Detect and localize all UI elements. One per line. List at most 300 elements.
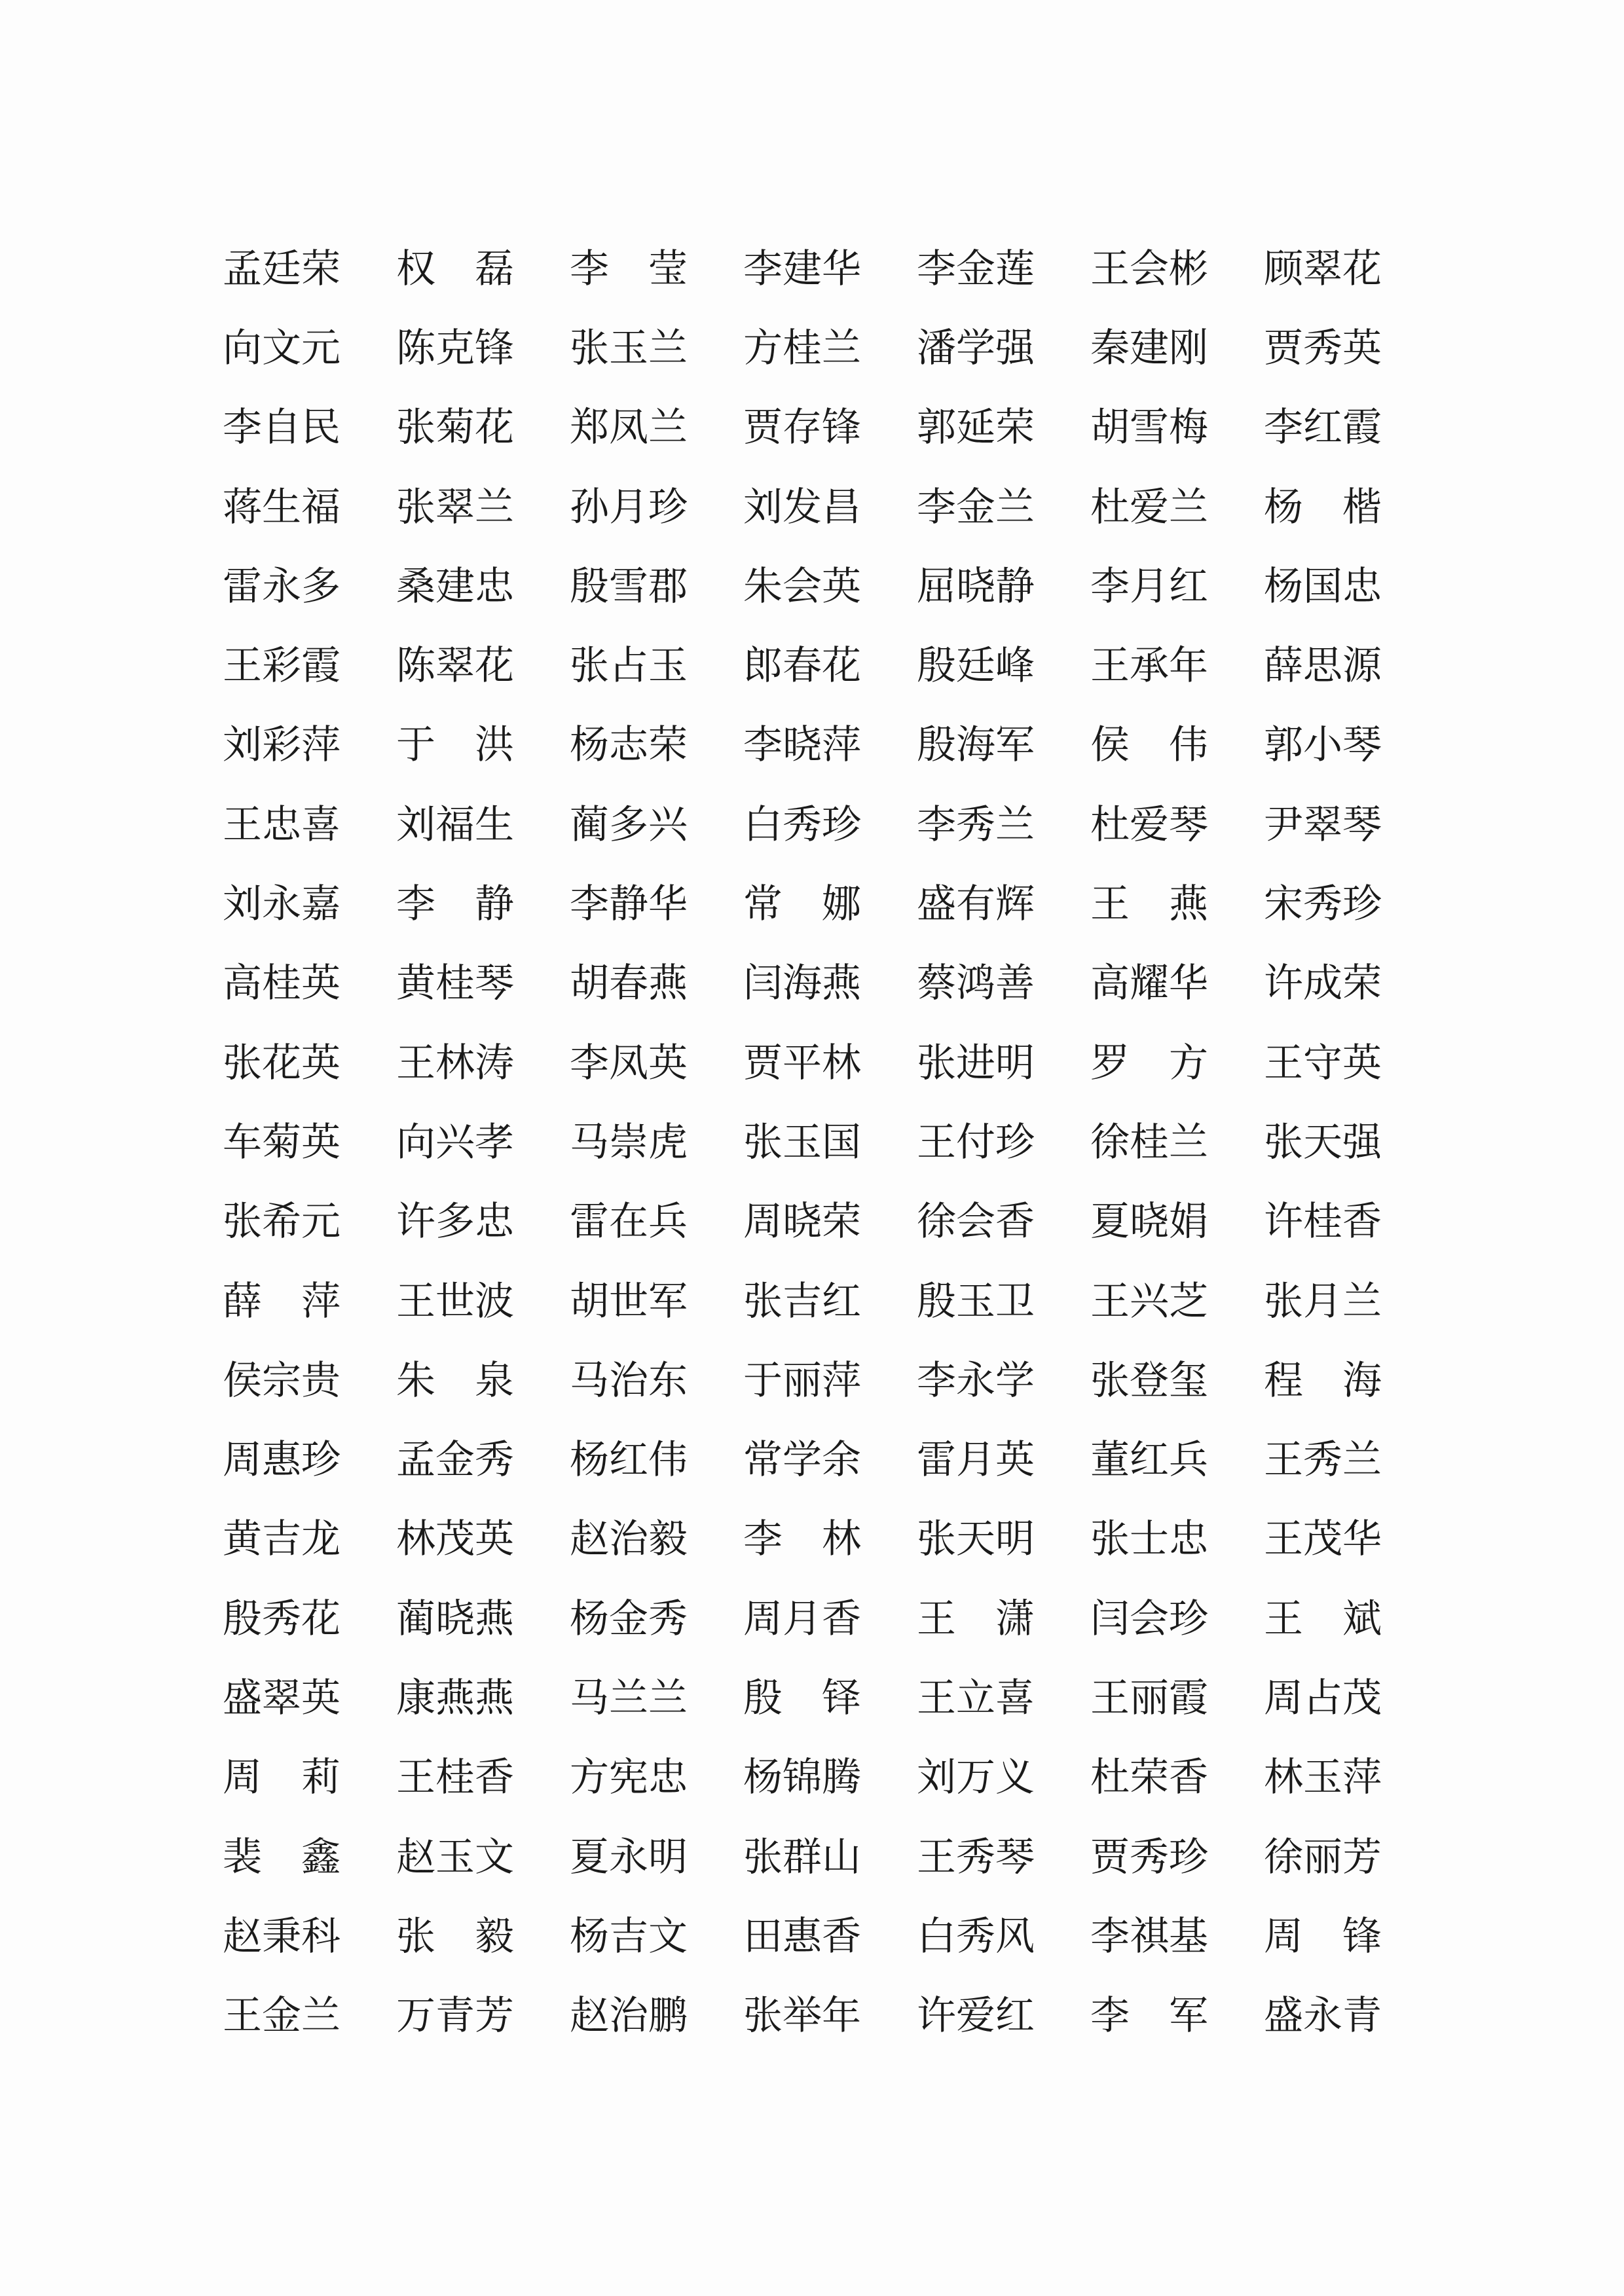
name-cell xyxy=(917,702,1090,782)
name-cell xyxy=(223,861,396,940)
person-name: 王兴芝 xyxy=(1090,1278,1208,1324)
name-cell xyxy=(396,543,570,623)
name-cell xyxy=(1264,1020,1437,1099)
name-cell xyxy=(1090,1497,1264,1576)
name-cell xyxy=(1264,941,1437,1020)
name-cell xyxy=(917,1020,1090,1099)
person-name: 马兰兰 xyxy=(570,1675,688,1721)
person-name: 赵秉科 xyxy=(223,1913,341,1959)
name-cell xyxy=(223,1417,396,1496)
person-name: 潘学强 xyxy=(917,325,1035,371)
person-name: 屈晓静 xyxy=(917,563,1035,610)
person-name: 张群山 xyxy=(743,1834,861,1880)
person-name: 王 潇 xyxy=(917,1595,1035,1642)
name-cell xyxy=(1090,861,1264,940)
name-cell xyxy=(743,226,917,305)
person-name: 赵治毅 xyxy=(570,1516,688,1563)
name-cell xyxy=(223,464,396,543)
person-name: 闫会珍 xyxy=(1090,1595,1208,1642)
person-name: 朱 泉 xyxy=(396,1357,514,1404)
name-cell xyxy=(917,1973,1090,2052)
person-name: 杨 楷 xyxy=(1264,484,1382,530)
person-name: 李月红 xyxy=(1090,563,1208,610)
person-name: 林玉萍 xyxy=(1264,1755,1382,1801)
name-row xyxy=(223,1258,1437,1338)
name-cell xyxy=(570,305,743,384)
person-name: 闫海燕 xyxy=(743,960,861,1007)
person-name: 张玉兰 xyxy=(570,325,688,371)
person-name: 胡世军 xyxy=(570,1278,688,1324)
name-cell xyxy=(1264,623,1437,702)
name-cell xyxy=(570,1099,743,1178)
person-name: 郭小琴 xyxy=(1264,722,1382,769)
person-name: 张花英 xyxy=(223,1040,341,1086)
person-name: 王金兰 xyxy=(223,1993,341,2039)
name-cell xyxy=(1090,1735,1264,1814)
name-cell xyxy=(1264,1814,1437,1893)
name-row xyxy=(223,226,1437,305)
name-cell xyxy=(396,1973,570,2052)
person-name: 李金莲 xyxy=(917,246,1035,292)
name-cell xyxy=(917,1893,1090,1973)
name-cell xyxy=(743,782,917,861)
person-name: 方桂兰 xyxy=(743,325,861,371)
name-cell xyxy=(743,861,917,940)
name-cell xyxy=(570,1576,743,1655)
name-cell xyxy=(223,305,396,384)
name-cell xyxy=(1264,861,1437,940)
person-name: 贾秀珍 xyxy=(1090,1834,1208,1880)
name-cell xyxy=(743,1099,917,1178)
person-name: 郑凤兰 xyxy=(570,405,688,451)
name-row xyxy=(223,1973,1437,2052)
name-cell xyxy=(917,1497,1090,1576)
name-cell xyxy=(917,1655,1090,1734)
name-cell xyxy=(743,1020,917,1099)
name-cell xyxy=(743,623,917,702)
name-cell xyxy=(223,702,396,782)
person-name: 杨吉文 xyxy=(570,1913,688,1959)
person-name: 雷在兵 xyxy=(570,1199,688,1245)
name-cell xyxy=(570,226,743,305)
person-name: 许桂香 xyxy=(1264,1199,1382,1245)
person-name: 盛翠英 xyxy=(223,1675,341,1721)
person-name: 殷海军 xyxy=(917,722,1035,769)
name-cell xyxy=(743,702,917,782)
name-cell xyxy=(223,1179,396,1258)
name-cell xyxy=(396,464,570,543)
name-cell xyxy=(743,941,917,1020)
name-cell xyxy=(743,1735,917,1814)
person-name: 徐桂兰 xyxy=(1090,1119,1208,1165)
name-cell xyxy=(1264,1497,1437,1576)
name-cell xyxy=(1090,1258,1264,1338)
person-name: 李红霞 xyxy=(1264,405,1382,451)
person-name: 张月兰 xyxy=(1264,1278,1382,1324)
person-name: 于 洪 xyxy=(396,722,514,769)
name-cell xyxy=(743,464,917,543)
name-cell xyxy=(917,226,1090,305)
person-name: 王丽霞 xyxy=(1090,1675,1208,1721)
name-cell xyxy=(223,1099,396,1178)
name-cell xyxy=(396,623,570,702)
name-cell xyxy=(570,1973,743,2052)
name-row xyxy=(223,1497,1437,1576)
name-cell xyxy=(1264,1099,1437,1178)
name-row xyxy=(223,1338,1437,1417)
name-cell xyxy=(1264,1576,1437,1655)
person-name: 侯宗贵 xyxy=(223,1357,341,1404)
name-cell xyxy=(1090,1655,1264,1734)
person-name: 罗 方 xyxy=(1090,1040,1208,1086)
name-cell xyxy=(1264,1973,1437,2052)
person-name: 郎春花 xyxy=(743,643,861,689)
person-name: 张占玉 xyxy=(570,643,688,689)
person-name: 王彩霞 xyxy=(223,643,341,689)
name-row xyxy=(223,1179,1437,1258)
person-name: 许爱红 xyxy=(917,1993,1035,2039)
name-cell xyxy=(1264,782,1437,861)
person-name: 盛永青 xyxy=(1264,1993,1382,2039)
name-cell xyxy=(917,1179,1090,1258)
person-name: 王林涛 xyxy=(396,1040,514,1086)
name-cell xyxy=(743,1814,917,1893)
name-cell xyxy=(917,1099,1090,1178)
person-name: 徐会香 xyxy=(917,1199,1035,1245)
name-row xyxy=(223,782,1437,861)
name-cell xyxy=(1090,226,1264,305)
name-cell xyxy=(570,1814,743,1893)
person-name: 张 毅 xyxy=(396,1913,514,1959)
person-name: 夏晓娟 xyxy=(1090,1199,1208,1245)
name-cell xyxy=(743,1893,917,1973)
name-cell xyxy=(1264,1655,1437,1734)
person-name: 杜爱兰 xyxy=(1090,484,1208,530)
name-cell xyxy=(570,1338,743,1417)
name-cell xyxy=(570,782,743,861)
person-name: 高桂英 xyxy=(223,960,341,1007)
person-name: 张士忠 xyxy=(1090,1516,1208,1563)
name-cell xyxy=(570,1735,743,1814)
name-row xyxy=(223,1655,1437,1734)
person-name: 王秀琴 xyxy=(917,1834,1035,1880)
name-cell xyxy=(570,1179,743,1258)
name-cell xyxy=(570,1893,743,1973)
name-cell xyxy=(570,464,743,543)
name-cell xyxy=(743,1417,917,1496)
person-name: 夏永明 xyxy=(570,1834,688,1880)
person-name: 张翠兰 xyxy=(396,484,514,530)
person-name: 张天强 xyxy=(1264,1119,1382,1165)
person-name: 顾翠花 xyxy=(1264,246,1382,292)
name-cell xyxy=(396,1179,570,1258)
person-name: 张登玺 xyxy=(1090,1357,1208,1404)
name-cell xyxy=(223,1814,396,1893)
person-name: 周月香 xyxy=(743,1595,861,1642)
name-row xyxy=(223,861,1437,940)
person-name: 刘万义 xyxy=(917,1755,1035,1801)
name-cell xyxy=(396,385,570,464)
person-name: 殷秀花 xyxy=(223,1595,341,1642)
name-cell xyxy=(743,1258,917,1338)
name-cell xyxy=(917,305,1090,384)
person-name: 赵治鹏 xyxy=(570,1993,688,2039)
name-row xyxy=(223,1417,1437,1496)
person-name: 张举年 xyxy=(743,1993,861,2039)
name-cell xyxy=(396,1735,570,1814)
name-cell xyxy=(396,226,570,305)
name-cell xyxy=(570,1258,743,1338)
name-cell xyxy=(743,385,917,464)
name-row xyxy=(223,1814,1437,1893)
name-cell xyxy=(570,623,743,702)
name-cell xyxy=(396,1099,570,1178)
name-cell xyxy=(223,1735,396,1814)
person-name: 张吉红 xyxy=(743,1278,861,1324)
person-name: 刘永嘉 xyxy=(223,881,341,928)
person-name: 胡雪梅 xyxy=(1090,405,1208,451)
name-cell xyxy=(396,1417,570,1496)
person-name: 薛思源 xyxy=(1264,643,1382,689)
person-name: 常学余 xyxy=(743,1437,861,1484)
person-name: 胡春燕 xyxy=(570,960,688,1007)
name-row xyxy=(223,543,1437,623)
name-cell xyxy=(223,1973,396,2052)
name-cell xyxy=(223,226,396,305)
name-cell xyxy=(1264,1258,1437,1338)
name-cell xyxy=(223,1020,396,1099)
name-cell xyxy=(1090,1814,1264,1893)
name-cell xyxy=(917,464,1090,543)
name-cell xyxy=(1264,1338,1437,1417)
name-cell xyxy=(917,1338,1090,1417)
person-name: 张菊花 xyxy=(396,405,514,451)
person-name: 王承年 xyxy=(1090,643,1208,689)
name-cell xyxy=(396,861,570,940)
person-name: 李 林 xyxy=(743,1516,861,1563)
name-row xyxy=(223,464,1437,543)
person-name: 周晓荣 xyxy=(743,1199,861,1245)
name-cell xyxy=(1090,305,1264,384)
name-cell xyxy=(1264,1893,1437,1973)
person-name: 徐丽芳 xyxy=(1264,1834,1382,1880)
name-roster-body xyxy=(223,226,1437,2052)
person-name: 孟廷荣 xyxy=(223,246,341,292)
name-cell xyxy=(1264,226,1437,305)
person-name: 贾秀英 xyxy=(1264,325,1382,371)
name-cell xyxy=(1090,1417,1264,1496)
person-name: 蔺多兴 xyxy=(570,801,688,848)
name-cell xyxy=(743,1576,917,1655)
person-name: 李 静 xyxy=(396,881,514,928)
name-cell xyxy=(223,1655,396,1734)
name-roster-table xyxy=(223,226,1437,2052)
name-cell xyxy=(1264,1735,1437,1814)
name-cell xyxy=(396,1655,570,1734)
name-cell xyxy=(1090,1893,1264,1973)
person-name: 王守英 xyxy=(1264,1040,1382,1086)
person-name: 李凤英 xyxy=(570,1040,688,1086)
person-name: 殷廷峰 xyxy=(917,643,1035,689)
person-name: 白秀风 xyxy=(917,1913,1035,1959)
person-name: 杜爱琴 xyxy=(1090,801,1208,848)
name-cell xyxy=(223,623,396,702)
person-name: 王桂香 xyxy=(396,1755,514,1801)
person-name: 王世波 xyxy=(396,1278,514,1324)
person-name: 董红兵 xyxy=(1090,1437,1208,1484)
name-cell xyxy=(917,1814,1090,1893)
name-cell xyxy=(396,782,570,861)
person-name: 马治东 xyxy=(570,1357,688,1404)
name-cell xyxy=(917,1417,1090,1496)
name-cell xyxy=(1264,702,1437,782)
name-cell xyxy=(396,305,570,384)
name-row xyxy=(223,385,1437,464)
name-cell xyxy=(917,1735,1090,1814)
name-cell xyxy=(223,1258,396,1338)
person-name: 车菊英 xyxy=(223,1119,341,1165)
name-cell xyxy=(917,1576,1090,1655)
person-name: 雷月英 xyxy=(917,1437,1035,1484)
person-name: 尹翠琴 xyxy=(1264,801,1382,848)
person-name: 杨金秀 xyxy=(570,1595,688,1642)
person-name: 向兴孝 xyxy=(396,1119,514,1165)
person-name: 杜荣香 xyxy=(1090,1755,1208,1801)
person-name: 李晓萍 xyxy=(743,722,861,769)
person-name: 杨志荣 xyxy=(570,722,688,769)
person-name: 薛 萍 xyxy=(223,1278,341,1324)
name-row xyxy=(223,1020,1437,1099)
person-name: 李 军 xyxy=(1090,1993,1208,2039)
name-row xyxy=(223,1576,1437,1655)
name-cell xyxy=(570,861,743,940)
person-name: 李秀兰 xyxy=(917,801,1035,848)
name-cell xyxy=(570,385,743,464)
person-name: 周惠珍 xyxy=(223,1437,341,1484)
person-name: 王茂华 xyxy=(1264,1516,1382,1563)
name-row xyxy=(223,1893,1437,1973)
person-name: 李自民 xyxy=(223,405,341,451)
name-cell xyxy=(223,941,396,1020)
name-cell xyxy=(223,1893,396,1973)
name-cell xyxy=(570,1497,743,1576)
name-cell xyxy=(396,1814,570,1893)
name-cell xyxy=(917,385,1090,464)
name-cell xyxy=(570,1020,743,1099)
name-cell xyxy=(396,1497,570,1576)
person-name: 王会彬 xyxy=(1090,246,1208,292)
name-cell xyxy=(570,1417,743,1496)
person-name: 杨国忠 xyxy=(1264,563,1382,610)
name-cell xyxy=(570,941,743,1020)
person-name: 宋秀珍 xyxy=(1264,881,1382,928)
person-name: 许成荣 xyxy=(1264,960,1382,1007)
name-cell xyxy=(396,702,570,782)
person-name: 朱会英 xyxy=(743,563,861,610)
person-name: 刘福生 xyxy=(396,801,514,848)
person-name: 陈克锋 xyxy=(396,325,514,371)
person-name: 王秀兰 xyxy=(1264,1437,1382,1484)
person-name: 王 斌 xyxy=(1264,1595,1382,1642)
name-row xyxy=(223,702,1437,782)
person-name: 孙月珍 xyxy=(570,484,688,530)
name-cell xyxy=(223,385,396,464)
person-name: 李永学 xyxy=(917,1357,1035,1404)
name-cell xyxy=(1090,1973,1264,2052)
person-name: 张希元 xyxy=(223,1199,341,1245)
person-name: 张玉国 xyxy=(743,1119,861,1165)
name-cell xyxy=(1264,1179,1437,1258)
name-cell xyxy=(1090,1020,1264,1099)
name-cell xyxy=(917,941,1090,1020)
person-name: 田惠香 xyxy=(743,1913,861,1959)
name-cell xyxy=(1090,385,1264,464)
person-name: 贾存锋 xyxy=(743,405,861,451)
name-cell xyxy=(743,1338,917,1417)
name-cell xyxy=(743,1973,917,2052)
person-name: 桑建忠 xyxy=(396,563,514,610)
person-name: 贾平林 xyxy=(743,1040,861,1086)
name-cell xyxy=(570,702,743,782)
person-name: 高耀华 xyxy=(1090,960,1208,1007)
name-cell xyxy=(1090,623,1264,702)
person-name: 康燕燕 xyxy=(396,1675,514,1721)
person-name: 李静华 xyxy=(570,881,688,928)
name-cell xyxy=(223,782,396,861)
person-name: 李建华 xyxy=(743,246,861,292)
person-name: 殷雪郡 xyxy=(570,563,688,610)
name-cell xyxy=(743,1497,917,1576)
person-name: 方宪忠 xyxy=(570,1755,688,1801)
person-name: 王忠喜 xyxy=(223,801,341,848)
name-cell xyxy=(917,623,1090,702)
name-row xyxy=(223,941,1437,1020)
name-cell xyxy=(743,305,917,384)
name-cell xyxy=(917,861,1090,940)
person-name: 林茂英 xyxy=(396,1516,514,1563)
person-name: 白秀珍 xyxy=(743,801,861,848)
person-name: 杨红伟 xyxy=(570,1437,688,1484)
person-name: 杨锦腾 xyxy=(743,1755,861,1801)
person-name: 侯 伟 xyxy=(1090,722,1208,769)
name-cell xyxy=(1090,1576,1264,1655)
person-name: 郭延荣 xyxy=(917,405,1035,451)
name-cell xyxy=(743,1179,917,1258)
person-name: 孟金秀 xyxy=(396,1437,514,1484)
person-name: 殷 铎 xyxy=(743,1675,861,1721)
name-cell xyxy=(396,1338,570,1417)
person-name: 雷永多 xyxy=(223,563,341,610)
person-name: 王 燕 xyxy=(1090,881,1208,928)
person-name: 权 磊 xyxy=(396,246,514,292)
person-name: 张天明 xyxy=(917,1516,1035,1563)
person-name: 向文元 xyxy=(223,325,341,371)
person-name: 李祺基 xyxy=(1090,1913,1208,1959)
person-name: 蔡鸿善 xyxy=(917,960,1035,1007)
person-name: 周占茂 xyxy=(1264,1675,1382,1721)
name-cell xyxy=(743,543,917,623)
name-cell xyxy=(1090,464,1264,543)
person-name: 万青芳 xyxy=(396,1993,514,2039)
name-row xyxy=(223,1099,1437,1178)
name-cell xyxy=(1090,543,1264,623)
name-cell xyxy=(917,1258,1090,1338)
name-cell xyxy=(223,1576,396,1655)
person-name: 黄桂琴 xyxy=(396,960,514,1007)
person-name: 王付珍 xyxy=(917,1119,1035,1165)
name-cell xyxy=(396,1020,570,1099)
name-cell xyxy=(1264,305,1437,384)
